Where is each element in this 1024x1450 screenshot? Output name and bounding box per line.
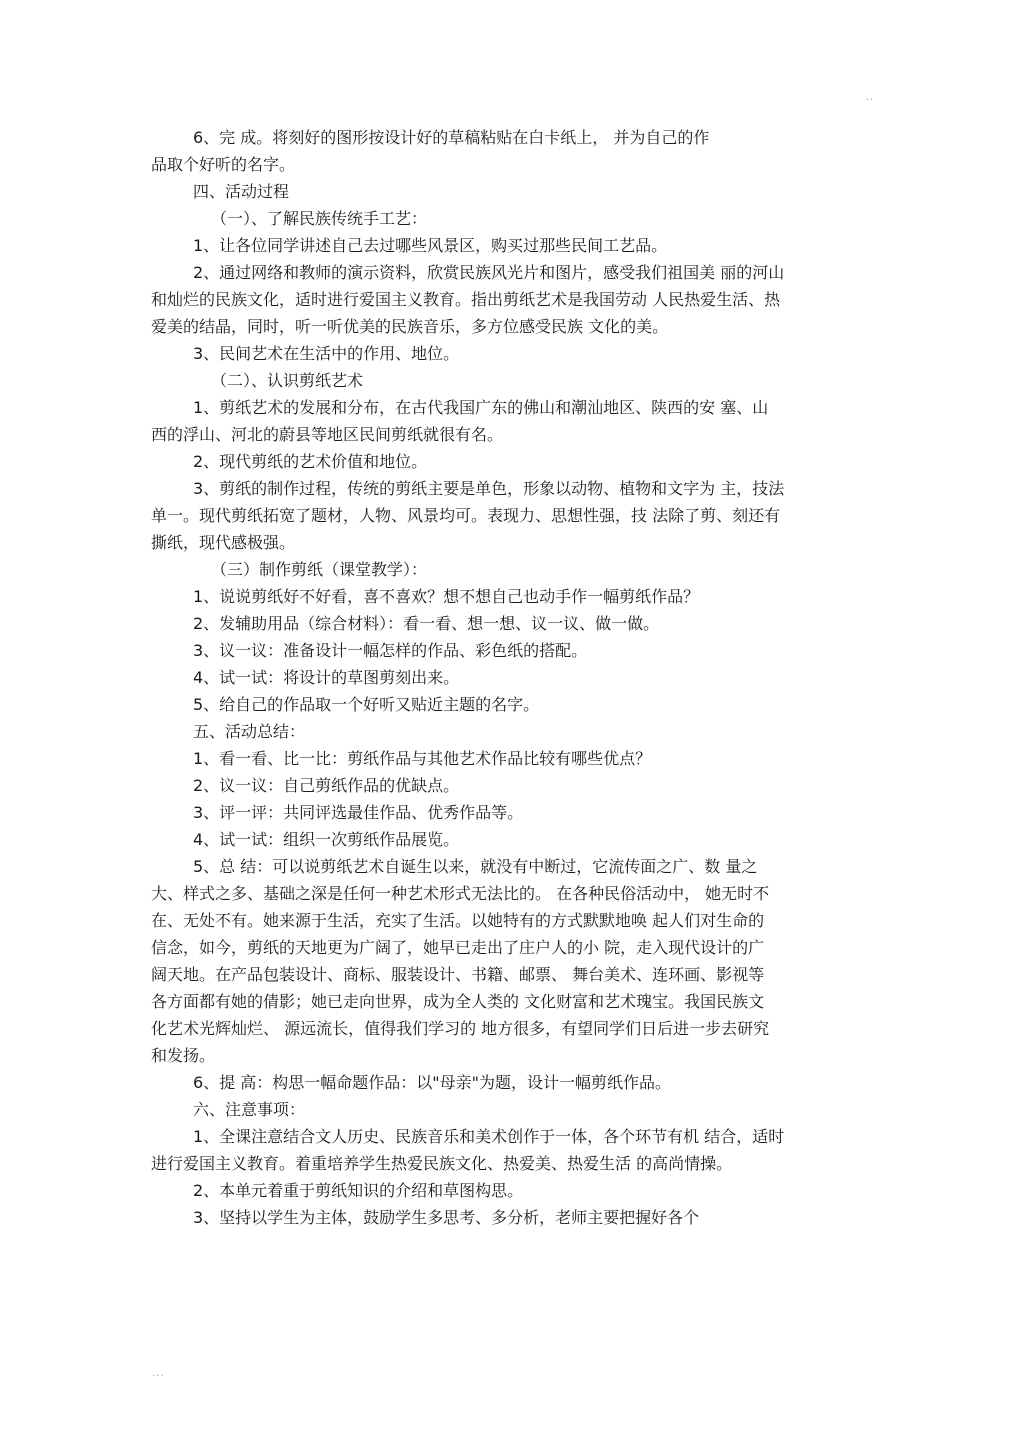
text-line: 6、完 成。将刻好的图形按设计好的草稿粘贴在白卡纸上， 并为自己的作 (193, 128, 710, 147)
text-line: 1、看一看、比一比：剪纸作品与其他艺术作品比较有哪些优点？ (193, 749, 652, 768)
text-line: 5、给自己的作品取一个好听又贴近主题的名字。 (193, 695, 540, 714)
subsection-heading: （二）、认识剪纸艺术 (211, 371, 364, 390)
subsection-heading: （一）、了解民族传统手工艺： (211, 209, 428, 228)
text-line: 1、全课注意结合文人历史、民族音乐和美术创作于一体，各个环节有机 结合，适时 (193, 1127, 785, 1146)
text-line: 2、议一议：自己剪纸作品的优缺点。 (193, 776, 460, 795)
text-line: 各方面都有她的倩影；她已走向世界，成为全人类的 文化财富和艺术瑰宝。我国民族文 (151, 992, 765, 1011)
text-line: 3、评一评：共同评选最佳作品、优秀作品等。 (193, 803, 524, 822)
text-line: 西的浮山、河北的蔚县等地区民间剪纸就很有名。 (151, 425, 504, 444)
text-line: 4、试一试：组织一次剪纸作品展览。 (193, 830, 460, 849)
text-line: 信念，如今，剪纸的天地更为广阔了，她早已走出了庄户人的小 院，走入现代设计的广 (151, 938, 765, 957)
text-line: 在、无处不有。她来源于生活，充实了生活。以她特有的方式默默地唤 起人们对生命的 (151, 911, 765, 930)
text-line: 1、让各位同学讲述自己去过哪些风景区，购买过那些民间工艺品。 (193, 236, 668, 255)
section-heading: 四、活动过程 (193, 182, 290, 201)
text-line: 6、提 高：构思一幅命题作品：以"母亲"为题，设计一幅剪纸作品。 (193, 1073, 671, 1092)
footer-mark: ... (152, 1368, 165, 1379)
text-line: 和发扬。 (151, 1046, 216, 1065)
text-line: 大、样式之多、基础之深是任何一种艺术形式无法比的。 在各种民俗活动中， 她无时不 (151, 884, 770, 903)
text-line: 品取个好听的名字。 (151, 155, 296, 174)
text-line: 进行爱国主义教育。着重培养学生热爱民族文化、热爱美、热爱生活 的高尚情操。 (151, 1154, 733, 1173)
text-line: 和灿烂的民族文化，适时进行爱国主义教育。指出剪纸艺术是我国劳动 人民热爱生活、热 (151, 290, 781, 309)
text-line: 2、现代剪纸的艺术价值和地位。 (193, 452, 428, 471)
section-heading: 五、活动总结： (193, 722, 306, 741)
section-heading: 六、注意事项： (193, 1100, 306, 1119)
text-line: 3、剪纸的制作过程，传统的剪纸主要是单色，形象以动物、植物和文字为 主，技法 (193, 479, 785, 498)
text-line: 单一。现代剪纸拓宽了题材，人物、风景均可。表现力、思想性强，技 法除了剪、刻还有 (151, 506, 781, 525)
text-line: 2、通过网络和教师的演示资料，欣赏民族风光片和图片，感受我们祖国美 丽的河山 (193, 263, 785, 282)
text-line: 3、议一议：准备设计一幅怎样的作品、彩色纸的搭配。 (193, 641, 588, 660)
text-line: 4、试一试：将设计的草图剪刻出来。 (193, 668, 460, 687)
text-line: 3、民间艺术在生活中的作用、地位。 (193, 344, 460, 363)
text-line: 撕纸，现代感极强。 (151, 533, 296, 552)
subsection-heading: （三）制作剪纸（课堂教学）： (211, 560, 428, 579)
text-line: 2、本单元着重于剪纸知识的介绍和草图构思。 (193, 1181, 524, 1200)
text-line: 爱美的结晶，同时，听一听优美的民族音乐，多方位感受民族 文化的美。 (151, 317, 669, 336)
header-mark: .. (865, 92, 874, 103)
text-line: 2、发辅助用品（综合材料）：看一看、想一想、议一议、做一做。 (193, 614, 660, 633)
text-line: 5、总 结：可以说剪纸艺术自诞生以来，就没有中断过，它流传面之广、数 量之 (193, 857, 758, 876)
text-line: 1、剪纸艺术的发展和分布，在古代我国广东的佛山和潮汕地区、陕西的安 塞、山 (193, 398, 769, 417)
text-line: 3、坚持以学生为主体，鼓励学生多思考、多分析，老师主要把握好各个 (193, 1208, 700, 1227)
text-line: 化艺术光辉灿烂、 源远流长，值得我们学习的 地方很多，有望同学们日后进一步去研究 (151, 1019, 770, 1038)
text-line: 阔天地。在产品包装设计、商标、服装设计、书籍、邮票、 舞台美术、连环画、影视等 (151, 965, 765, 984)
text-line: 1、说说剪纸好不好看，喜不喜欢？想不想自己也动手作一幅剪纸作品？ (193, 587, 700, 606)
